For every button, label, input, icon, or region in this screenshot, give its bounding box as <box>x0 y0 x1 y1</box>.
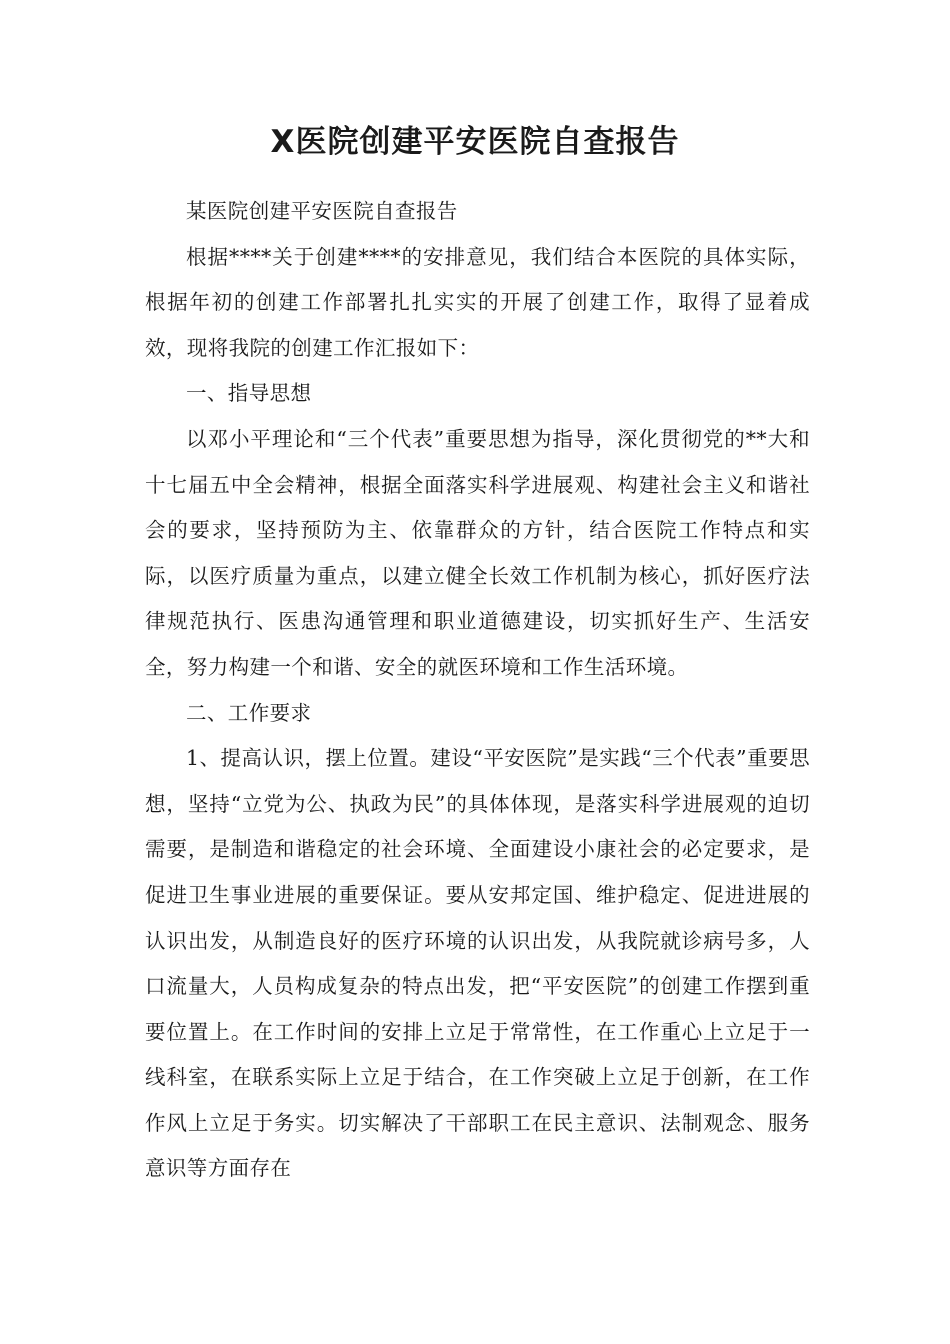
paragraph-intro: 根据****关于创建****的安排意见，我们结合本医院的具体实际，根据年初的创建工作部署扎扎实实的开展了创建工作，取得了显着成效，现将我院的创建工作汇报如下： <box>145 244 810 360</box>
heading-work-requirements: 二、工作要求 <box>186 700 312 725</box>
heading-guiding-ideology: 一、指导思想 <box>186 381 312 406</box>
document-title: X医院创建平安医院自查报告 <box>270 124 680 160</box>
paragraph-subtitle: 某医院创建平安医院自查报告 <box>186 199 458 223</box>
paragraph-guiding-ideology: 以邓小平理论和“三个代表”重要思想为指导，深化贯彻党的**大和十七届五中全会精神，根据全面落实科学进展观、构建社会主义和谐社会的要求，坚持预防为主、依靠群众的方针，结合医院工作特点和实际，以医疗质量为重点，以建立健全长效工作机制为核心，抓好医疗法律规范执行、医患沟通管理和职业道德建设，切实抓好生产、生活安全，努力构建一个和谐、安全的就医环境和工作生活环境。 <box>145 426 810 679</box>
paragraph-requirement-1: 1、提高认识，摆上位置。建设“平安医院”是实践“三个代表”重要思想，坚持“立党为公、执政为民”的具体体现，是落实科学进展观的迫切需要，是制造和谐稳定的社会环境、全面建设小康社会的必定要求，是促进卫生事业进展的重要保证。要从安邦定国、维护稳定、促进进展的认识出发，从制造良好的医疗环境的认识出发，从我院就诊病号多，人口流量大，人员构成复杂的特点出发，把“平安医院”的创建工作摆到重要位置上。在工作时间的安排上立足于常常性，在工作重心上立足于一线科室，在联系实际上立足于结合，在工作突破上立足于创新，在工作作风上立足于务实。切实解决了干部职工在民主意识、法制观念、服务意识等方面存在 <box>145 746 810 1181</box>
document-body <box>145 189 810 1192</box>
